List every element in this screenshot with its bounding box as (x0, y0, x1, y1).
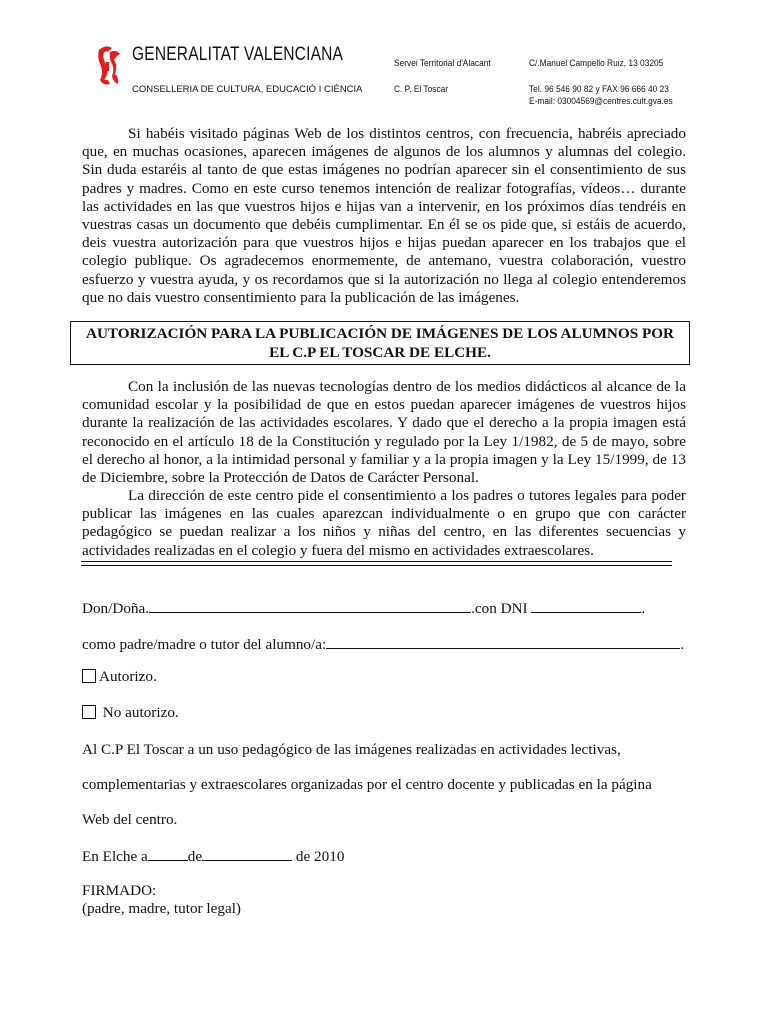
date-de-label: de (187, 848, 203, 865)
legal-paragraph: Con la inclusión de las nuevas tecnologías dentro de los medios didácticos al alcance de la comunidad escolar y la posibilidad de que en estos puedan aparecer imágenes de vuestros hijos durante la realización de las actividades escolares. Y dado que el derecho a la propia imagen está reconocido en el artículo 18 de la Constitución y regulado por la Ley 1/1982, de 5 de mayo, sobre el derecho al honor, a la intimidad personal y familiar y a la propia imagen y la Ley 15/1999, de 13 de Diciembre, sobre la Protección de Datos de Carácter Personal. (82, 378, 686, 487)
service-name: Servei Territorial d'Alacant (394, 58, 491, 69)
day-field[interactable] (148, 846, 188, 861)
not-authorize-option (82, 704, 179, 722)
dni-field[interactable] (531, 598, 641, 613)
intro-paragraph: Si habéis visitado páginas Web de los distintos centros, con frecuencia, habréis apreciado que, en muchas ocasiones, aparecen imágenes de algunos de los alumnos y alumnas del colegio. Sin duda estaréis al tanto de que estas imágenes no podrían aparecer sin el consentimiento de sus padres y madres. Como en este curso tenemos intención de realizar fotografías, vídeos… durante las actividades en las que vuestros hijos e hijas van a intervenir, en los próximos días tendréis en vuestras casas un documento que debéis cumplimentar. En él se os pide que, si estáis de acuerdo, deis vuestra autorización para que vuestros hijos e hijas puedan aparecer en los trabajos que el colegio publique. Os agradecemos enormemente, de antemano, vuestra colaboración, vuestro esfuerzo y vuestra ayuda, y os recordamos que si la autorización no llega al colegio entenderemos que no dais vuestro consentimiento para la publicación de las imágenes. (82, 125, 686, 306)
authorize-label: Autorizo. (99, 668, 157, 685)
place-label: En Elche a (82, 848, 148, 865)
school-email: E-mail: 03004569@centres.cult.gva.es (529, 96, 673, 107)
authorization-title-line1: AUTORIZACIÓN PARA LA PUBLICACIÓN DE IMÁGENES DE LOS ALUMNOS POR (85, 325, 675, 342)
divider-line-top (81, 561, 672, 562)
authorize-option (82, 668, 157, 686)
authorization-title-box (70, 321, 690, 365)
usage-line-1: Al C.P El Toscar a un uso pedagógico de las imágenes realizadas en actividades lectivas, (82, 741, 621, 758)
not-authorize-checkbox[interactable] (82, 705, 96, 719)
divider-line-bottom (81, 565, 672, 566)
name-label: Don/Doña. (82, 600, 150, 617)
school-phone: Tel. 96 546 90 82 y FAX 96 666 40 23 (529, 84, 669, 95)
guardian-label: como padre/madre o tutor del alumno/a: (82, 636, 327, 653)
student-name-field[interactable] (326, 634, 680, 649)
school-address: C/.Manuel Campello Ruiz, 13 03205 (529, 58, 664, 69)
guardian-line (82, 634, 684, 654)
usage-line-3: Web del centro. (82, 811, 178, 828)
signer-note: (padre, madre, tutor legal) (82, 900, 241, 917)
authorization-title-line2: EL C.P EL TOSCAR DE ELCHE. (269, 343, 491, 361)
month-field[interactable] (202, 846, 292, 861)
school-name: C. P. El Toscar (394, 84, 449, 95)
guardian-end-period: . (680, 636, 684, 653)
generalitat-logo-icon (96, 44, 124, 88)
org-subtitle: CONSELLERIA DE CULTURA, EDUCACIÓ I CIÈNCIA (132, 84, 363, 95)
name-dni-line (82, 598, 645, 618)
usage-line-2: complementarias y extraescolares organizadas por el centro docente y publicadas en la página (82, 776, 652, 793)
authorize-checkbox[interactable] (82, 669, 96, 683)
year-label: de 2010 (292, 848, 345, 865)
name-field[interactable] (149, 598, 471, 613)
org-title: GENERALITAT VALENCIANA (132, 44, 344, 65)
not-authorize-label: No autorizo. (99, 704, 179, 721)
date-line (82, 846, 344, 866)
dni-end-period: . (641, 600, 646, 617)
consent-paragraph: La dirección de este centro pide el consentimiento a los padres o tutores legales para poder publicar las imágenes en las cuales aparezcan individualmente o en grupo que con carácter pedagógico se puedan realizar a los niños y niñas del centro, en las diferentes secuencias y actividades realizadas en el colegio y fuera del mismo en actividades extraescolares. (82, 487, 686, 559)
dni-label: .con DNI (471, 600, 528, 617)
signed-label: FIRMADO: (82, 882, 157, 899)
